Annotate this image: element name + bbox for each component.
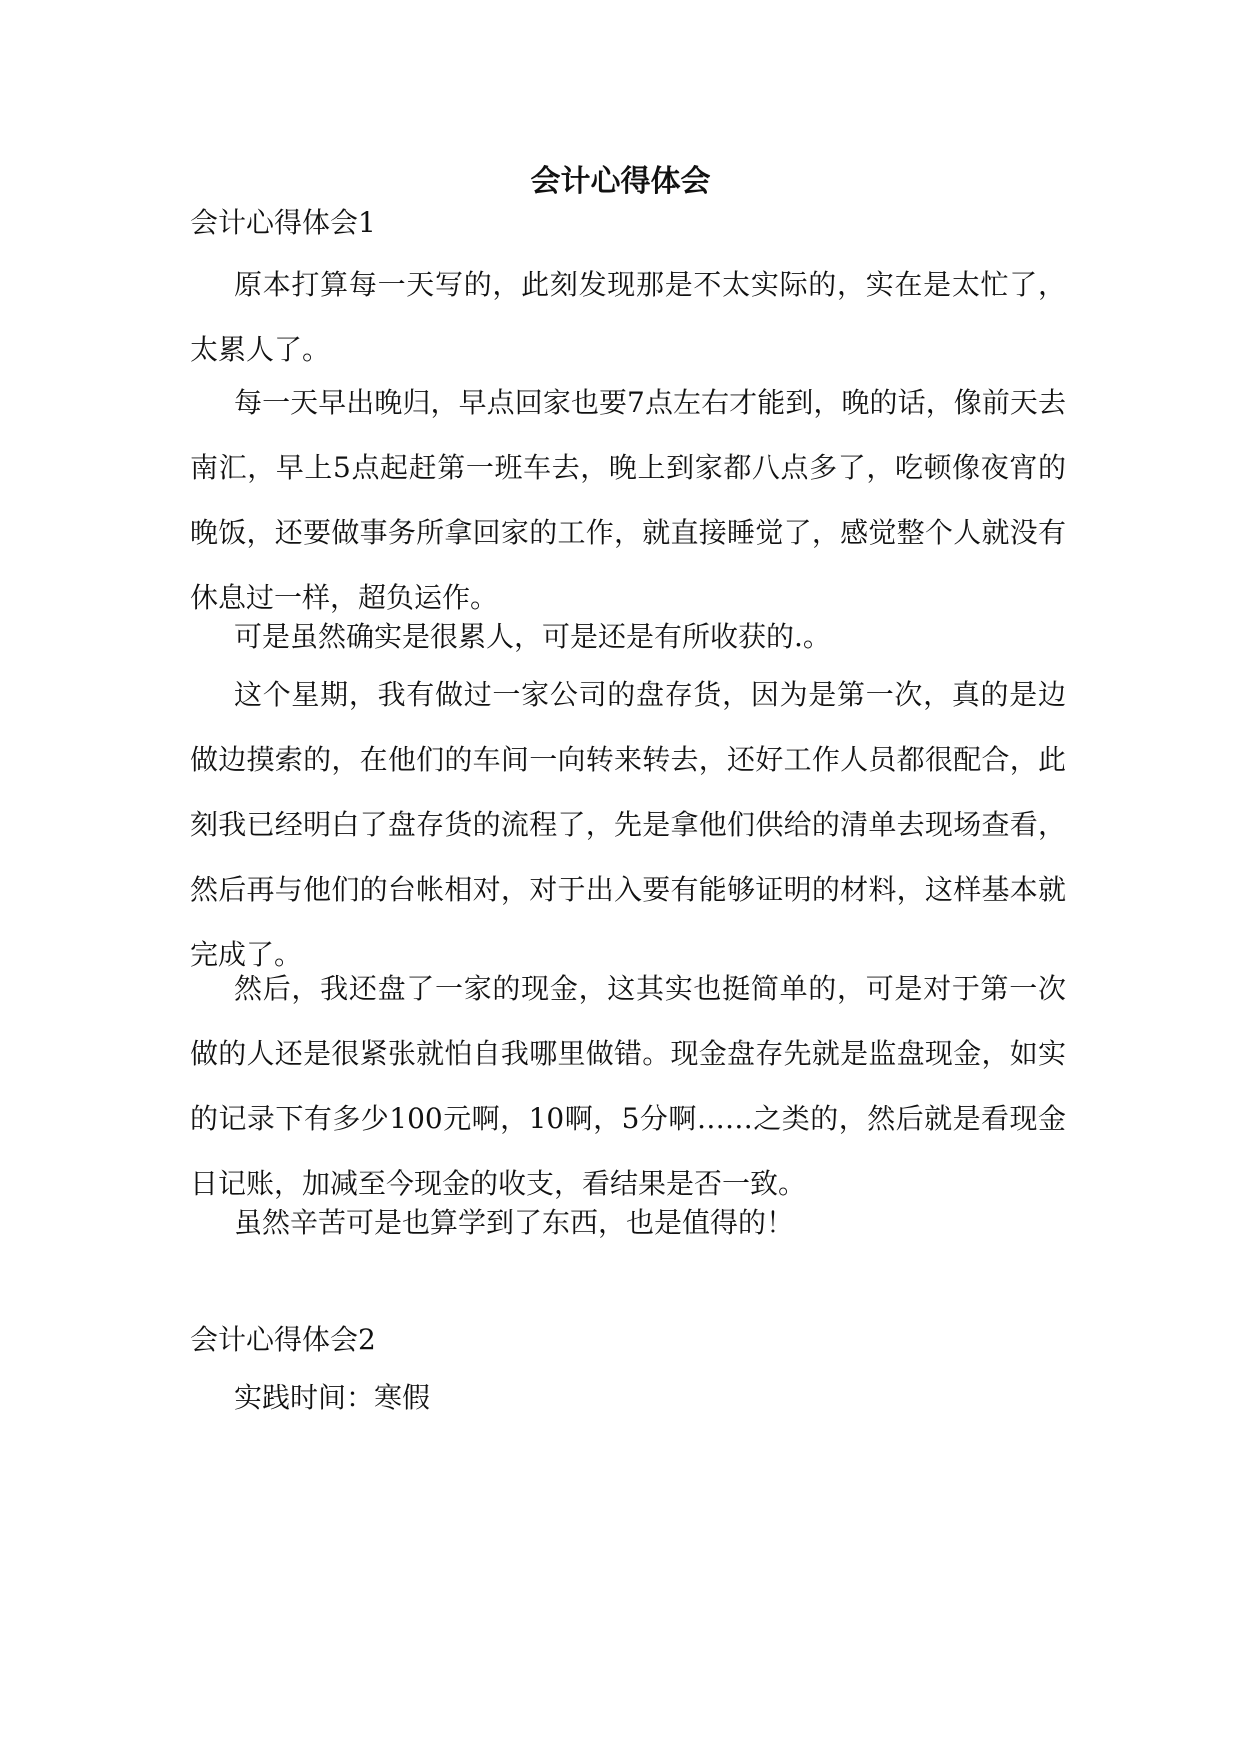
section-heading-1: 会计心得体会1 — [190, 206, 376, 239]
paragraph: 可是虽然确实是很累人，可是还是有所收获的.。 — [234, 620, 831, 653]
paragraph: 实践时间：寒假 — [234, 1381, 431, 1414]
paragraph: 原本打算每一天写的，此刻发现那是不太实际的，实在是太忙了，太累人了。 — [190, 268, 1066, 366]
paragraph: 这个星期，我有做过一家公司的盘存货，因为是第一次，真的是边做边摸索的，在他们的车间一向转来转去，还好工作人员都很配合，此刻我已经明白了盘存货的流程了，先是拿他们供给的清单去现场查看，然后再与他们的台帐相对，对于出入要有能够证明的材料，这样基本就完成了。 — [190, 678, 1066, 971]
paragraph: 然后，我还盘了一家的现金，这其实也挺简单的，可是对于第一次做的人还是很紧张就怕自我哪里做错。现金盘存先就是监盘现金，如实的记录下有多少100元啊，10啊，5分啊……之类的，然后就是看现金日记账，加减至今现金的收支，看结果是否一致。 — [190, 972, 1066, 1200]
document-title: 会计心得体会 — [530, 164, 711, 199]
paragraph: 每一天早出晚归，早点回家也要7点左右才能到，晚的话，像前天去南汇，早上5点起赶第一班车去，晚上到家都八点多了，吃顿像夜宵的晚饭，还要做事务所拿回家的工作，就直接睡觉了，感觉整个人就没有休息过一样，超负运作。 — [190, 386, 1066, 614]
section-heading-2: 会计心得体会2 — [190, 1323, 376, 1356]
paragraph: 虽然辛苦可是也算学到了东西，也是值得的！ — [234, 1206, 795, 1239]
